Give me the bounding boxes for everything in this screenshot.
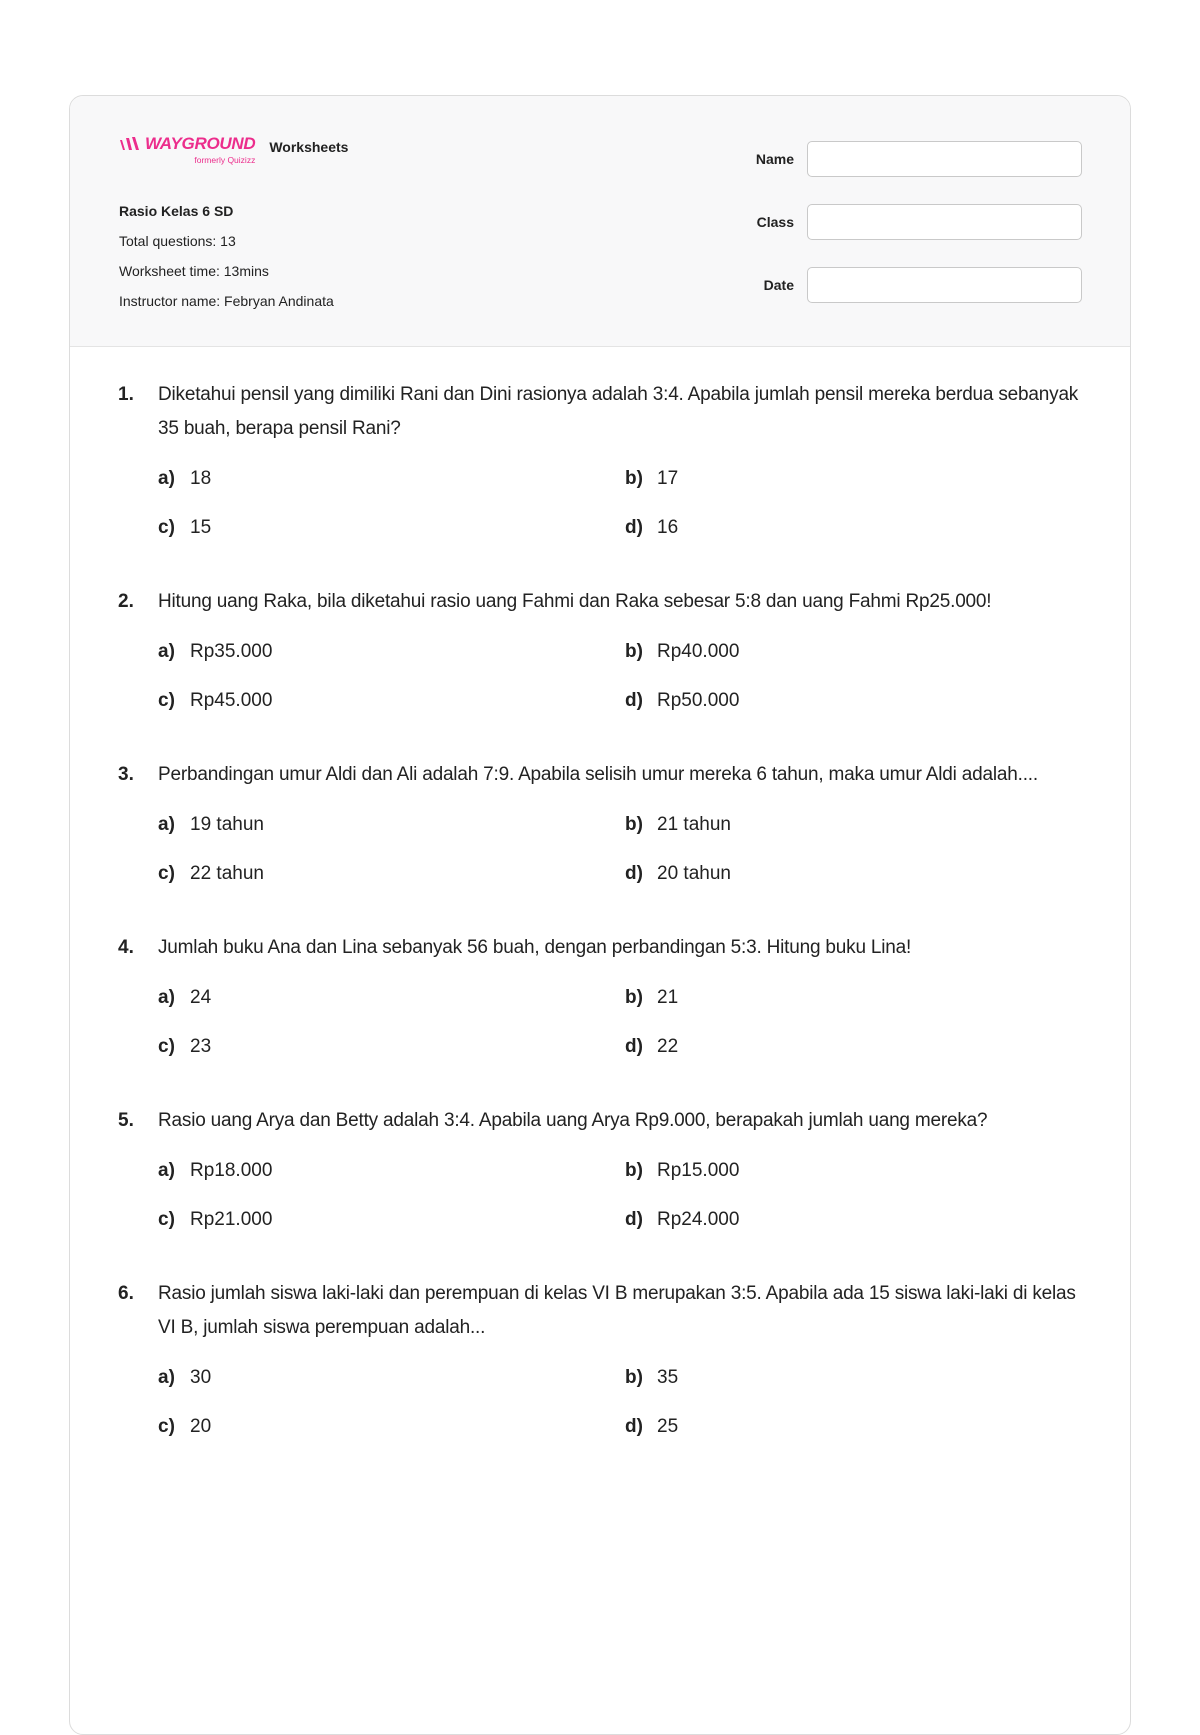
question-item (118, 585, 1093, 718)
option-text: 22 tahun (190, 863, 264, 884)
option-c (158, 1030, 625, 1064)
option-text: 20 (190, 1416, 212, 1437)
date-field-row (756, 266, 1082, 304)
wayground-logo-icon (119, 136, 141, 152)
option-a (158, 1154, 625, 1188)
option-text: 19 tahun (190, 814, 264, 835)
question-text: Perbandingan umur Aldi dan Ali adalah 7:9. Apabila selisih umur mereka 6 tahun, maka umur Aldi adalah.... (158, 764, 1038, 785)
option-letter: c) (158, 517, 175, 538)
option-letter: b) (625, 1160, 643, 1181)
option-letter: c) (158, 1416, 175, 1437)
option-letter: d) (625, 863, 643, 884)
option-letter: a) (158, 987, 175, 1008)
option-letter: d) (625, 1036, 643, 1057)
option-c (158, 1410, 625, 1444)
option-d (625, 684, 1093, 718)
option-letter: c) (158, 863, 175, 884)
option-letter: d) (625, 1209, 643, 1230)
option-text: Rp21.000 (190, 1209, 273, 1230)
question-number: 3. (118, 764, 134, 785)
date-input[interactable] (807, 267, 1082, 303)
name-field-row (756, 140, 1082, 178)
option-letter: b) (625, 987, 643, 1008)
class-input[interactable] (807, 204, 1082, 240)
option-text: 25 (657, 1416, 679, 1437)
option-a (158, 1361, 625, 1395)
student-fields (756, 140, 1082, 329)
option-text: 17 (657, 468, 679, 489)
option-text: 21 tahun (657, 814, 731, 835)
option-letter: c) (158, 1036, 175, 1057)
option-grid (158, 808, 1093, 891)
worksheet-time: Worksheet time: 13mins (119, 263, 269, 279)
option-c (158, 511, 625, 545)
question-text: Rasio uang Arya dan Betty adalah 3:4. Apabila uang Arya Rp9.000, berapakah jumlah uang mereka? (158, 1110, 988, 1131)
option-letter: b) (625, 1367, 643, 1388)
option-letter: a) (158, 814, 175, 835)
worksheet-title: Rasio Kelas 6 SD (119, 203, 234, 219)
product-name: Worksheets (269, 139, 349, 155)
option-letter: b) (625, 641, 643, 662)
option-text: 24 (190, 987, 212, 1008)
option-text: Rp50.000 (657, 690, 740, 711)
option-letter: d) (625, 1416, 643, 1437)
option-b (625, 635, 1093, 669)
option-text: Rp35.000 (190, 641, 273, 662)
name-label: Name (755, 151, 794, 167)
worksheet-meta (119, 196, 334, 316)
option-text: 15 (190, 517, 212, 538)
option-text: Rp15.000 (657, 1160, 740, 1181)
question-number: 4. (118, 937, 134, 958)
option-text: Rp45.000 (190, 690, 273, 711)
option-d (625, 511, 1093, 545)
option-letter: c) (158, 690, 175, 711)
option-letter: c) (158, 1209, 175, 1230)
option-letter: d) (625, 690, 643, 711)
brand-row (119, 134, 348, 165)
option-letter: b) (625, 814, 643, 835)
question-text: Diketahui pensil yang dimiliki Rani dan Dini rasionya adalah 3:4. Apabila jumlah pensil mereka berdua sebanyak 35 buah, berapa pensil Rani? (158, 384, 1079, 439)
option-a (158, 808, 625, 842)
brand-tagline: formerly Quizizz (194, 155, 256, 165)
option-letter: a) (158, 1367, 175, 1388)
option-b (625, 462, 1093, 496)
option-b (625, 981, 1093, 1015)
question-text: Hitung uang Raka, bila diketahui rasio uang Fahmi dan Raka sebesar 5:8 dan uang Fahmi Rp25.000! (158, 591, 992, 612)
option-letter: a) (158, 468, 175, 489)
instructor-name: Instructor name: Febryan Andinata (119, 293, 334, 309)
option-b (625, 1154, 1093, 1188)
option-d (625, 1203, 1093, 1237)
class-field-row (756, 203, 1082, 241)
question-list (118, 378, 1093, 1484)
option-text: 21 (657, 987, 679, 1008)
option-letter: a) (158, 1160, 175, 1181)
option-a (158, 462, 625, 496)
option-grid (158, 1361, 1093, 1444)
question-number: 2. (118, 591, 134, 612)
option-text: 20 tahun (657, 863, 731, 884)
option-b (625, 808, 1093, 842)
question-item (118, 931, 1093, 1064)
question-text: Jumlah buku Ana dan Lina sebanyak 56 buah, dengan perbandingan 5:3. Hitung buku Lina! (158, 937, 912, 958)
option-grid (158, 981, 1093, 1064)
option-c (158, 1203, 625, 1237)
question-item (118, 1277, 1093, 1444)
option-text: 16 (657, 517, 679, 538)
option-a (158, 635, 625, 669)
option-text: Rp18.000 (190, 1160, 273, 1181)
question-item (118, 758, 1093, 891)
option-letter: a) (158, 641, 175, 662)
total-questions: Total questions: 13 (119, 233, 236, 249)
brand-name: WAYGROUND (145, 134, 256, 153)
option-a (158, 981, 625, 1015)
question-text: Rasio jumlah siswa laki-laki dan perempuan di kelas VI B merupakan 3:5. Apabila ada 15 siswa laki-laki di kelas VI B, jumlah siswa perempuan adalah... (158, 1283, 1076, 1338)
option-b (625, 1361, 1093, 1395)
option-text: 18 (190, 468, 212, 489)
option-letter: b) (625, 468, 643, 489)
option-c (158, 684, 625, 718)
question-item (118, 378, 1093, 545)
option-d (625, 857, 1093, 891)
worksheet-header (70, 96, 1130, 347)
date-label: Date (763, 277, 794, 293)
option-grid (158, 462, 1093, 545)
option-letter: d) (625, 517, 643, 538)
class-label: Class (756, 214, 794, 230)
question-number: 6. (118, 1283, 134, 1304)
question-item (118, 1104, 1093, 1237)
option-text: 35 (657, 1367, 679, 1388)
option-text: 30 (190, 1367, 212, 1388)
option-d (625, 1030, 1093, 1064)
option-grid (158, 1154, 1093, 1237)
option-d (625, 1410, 1093, 1444)
name-input[interactable] (807, 141, 1082, 177)
option-grid (158, 635, 1093, 718)
option-text: 23 (190, 1036, 212, 1057)
option-text: Rp40.000 (657, 641, 740, 662)
option-text: 22 (657, 1036, 679, 1057)
question-number: 5. (118, 1110, 134, 1131)
question-number: 1. (118, 384, 134, 405)
brand-logo (119, 134, 255, 165)
option-text: Rp24.000 (657, 1209, 740, 1230)
option-c (158, 857, 625, 891)
